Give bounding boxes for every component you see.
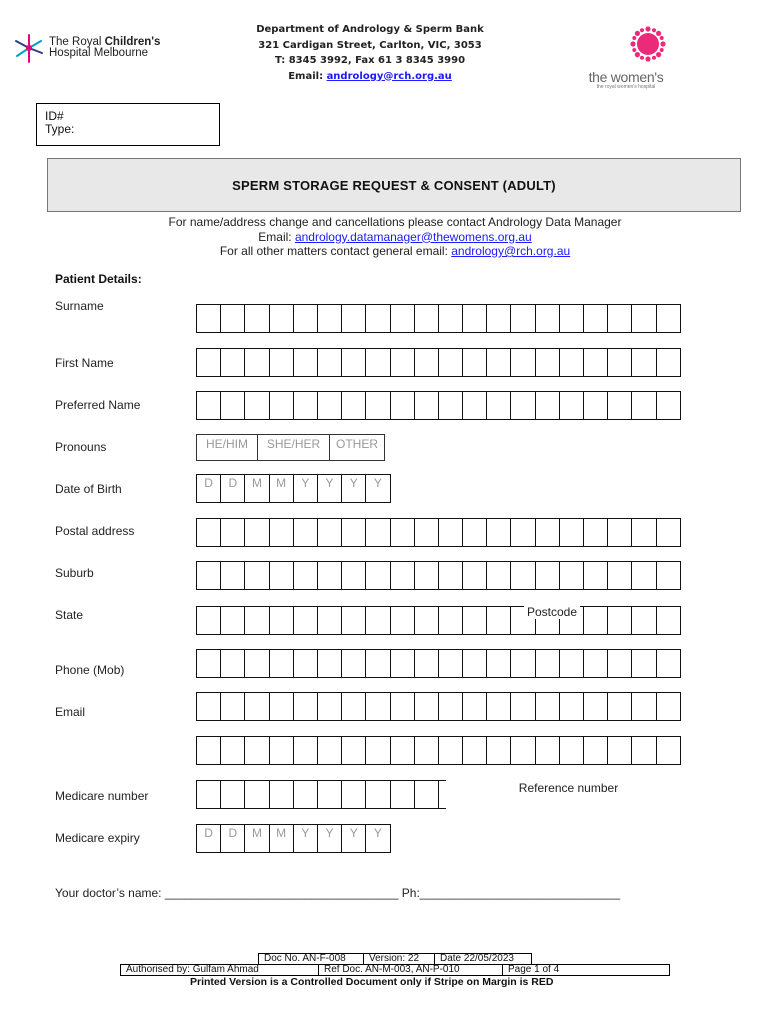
letter-box[interactable] [293, 606, 318, 635]
letter-box[interactable] [293, 561, 318, 590]
letter-box[interactable] [390, 518, 415, 547]
email-boxes-row-1[interactable] [196, 692, 680, 721]
letter-box[interactable] [510, 692, 535, 721]
letter-box[interactable] [244, 561, 269, 590]
letter-box[interactable] [486, 649, 511, 678]
womens-subtitle: the royal women's hospital [596, 84, 656, 90]
letter-box[interactable] [341, 518, 366, 547]
letter-box[interactable] [365, 780, 390, 809]
letter-box[interactable] [559, 518, 584, 547]
letter-box[interactable] [510, 736, 535, 765]
letter-box[interactable] [390, 692, 415, 721]
letter-box[interactable] [317, 518, 342, 547]
dob-boxes[interactable] [196, 474, 390, 503]
date-digit-box[interactable]: M [269, 824, 294, 853]
postal-address-boxes[interactable] [196, 518, 680, 547]
dob-label: Date of Birth [55, 482, 122, 496]
letter-box[interactable] [317, 391, 342, 420]
letter-box[interactable] [414, 606, 439, 635]
letter-box[interactable] [244, 736, 269, 765]
letter-box[interactable] [559, 304, 584, 333]
letter-box[interactable] [535, 391, 560, 420]
letter-box[interactable] [438, 518, 463, 547]
postcode-label: Postcode [524, 605, 580, 619]
letter-box[interactable] [220, 561, 245, 590]
letter-box[interactable] [390, 606, 415, 635]
preferred-name-boxes[interactable] [196, 391, 680, 420]
letter-box[interactable] [583, 561, 608, 590]
letter-box[interactable] [269, 606, 294, 635]
notice-line-1: For name/address change and cancellations please contact Andrology Data Manager [168, 215, 622, 229]
date-digit-box[interactable]: D [196, 824, 221, 853]
letter-box[interactable] [390, 649, 415, 678]
letter-box[interactable] [656, 649, 681, 678]
letter-box[interactable] [365, 606, 390, 635]
letter-box[interactable] [414, 736, 439, 765]
letter-box[interactable] [607, 391, 632, 420]
id-label: ID# [45, 109, 64, 123]
letter-box[interactable] [486, 518, 511, 547]
letter-box[interactable] [486, 606, 511, 635]
pronouns-label: Pronouns [55, 440, 107, 454]
womens-logo [584, 24, 668, 90]
letter-box[interactable] [462, 736, 487, 765]
letter-box[interactable] [438, 391, 463, 420]
letter-box[interactable] [269, 736, 294, 765]
datamanager-email-link[interactable]: andrology.datamanager@thewomens.org.au [294, 229, 532, 244]
letter-box[interactable] [196, 606, 221, 635]
date-digit-box[interactable]: Y [341, 474, 366, 503]
womens-wordmark: the women's [588, 69, 664, 85]
letter-box[interactable] [317, 736, 342, 765]
letter-box[interactable] [510, 561, 535, 590]
letter-box[interactable] [317, 304, 342, 333]
letter-box[interactable] [583, 518, 608, 547]
letter-box[interactable] [486, 391, 511, 420]
email-boxes-row-2[interactable] [196, 736, 680, 765]
letter-box[interactable] [365, 692, 390, 721]
letter-box[interactable] [656, 692, 681, 721]
letter-box[interactable] [559, 391, 584, 420]
letter-box[interactable] [220, 649, 245, 678]
department-address: 321 Cardigan Street, Carlton, VIC, 3053 [258, 39, 482, 51]
footer-page: Page 1 of 4 [502, 964, 670, 976]
letter-box[interactable] [341, 649, 366, 678]
letter-box[interactable] [293, 649, 318, 678]
date-digit-box[interactable]: Y [317, 824, 342, 853]
letter-box[interactable] [244, 649, 269, 678]
letter-box[interactable] [341, 692, 366, 721]
doctor-name-line[interactable]: Your doctor’s name: ___________________________________ Ph:______________________________ [55, 886, 620, 900]
letter-box[interactable] [486, 304, 511, 333]
letter-box[interactable] [462, 692, 487, 721]
suburb-label: Suburb [55, 566, 94, 580]
letter-box[interactable] [656, 561, 681, 590]
rch-star-icon [12, 32, 46, 64]
letter-box[interactable] [269, 561, 294, 590]
letter-box[interactable] [244, 348, 269, 377]
letter-box[interactable] [583, 348, 608, 377]
letter-box[interactable] [438, 736, 463, 765]
letter-box[interactable] [196, 561, 221, 590]
surname-boxes[interactable] [196, 304, 680, 333]
department-email-line: Email: andrology@rch.org.au [288, 70, 452, 82]
footer-authorised: Authorised by: Gulfam Ahmad [120, 964, 319, 976]
letter-box[interactable] [607, 561, 632, 590]
letter-box[interactable] [341, 348, 366, 377]
letter-box[interactable] [535, 649, 560, 678]
date-digit-box[interactable]: D [220, 824, 245, 853]
letter-box[interactable] [196, 348, 221, 377]
letter-box[interactable] [438, 348, 463, 377]
date-digit-box[interactable]: D [196, 474, 221, 503]
state-label: State [55, 608, 84, 622]
section-patient-details: Patient Details: [55, 272, 142, 286]
letter-box[interactable] [631, 736, 656, 765]
letter-box[interactable] [390, 391, 415, 420]
letter-box[interactable] [559, 692, 584, 721]
letter-box[interactable] [656, 606, 681, 635]
date-digit-box[interactable]: Y [317, 474, 342, 503]
department-header [230, 22, 510, 84]
womens-flower-icon [628, 24, 668, 64]
pronoun-option-he[interactable]: HE/HIM [196, 434, 258, 461]
letter-box[interactable] [486, 348, 511, 377]
letter-box[interactable] [510, 649, 535, 678]
letter-box[interactable] [414, 692, 439, 721]
letter-box[interactable] [317, 606, 342, 635]
footer-doc-no: Doc No. AN-F-008 [258, 953, 364, 965]
letter-box[interactable] [631, 518, 656, 547]
letter-box[interactable] [269, 304, 294, 333]
letter-box[interactable] [414, 649, 439, 678]
date-digit-box[interactable]: Y [293, 474, 318, 503]
letter-box[interactable] [583, 649, 608, 678]
letter-box[interactable] [317, 348, 342, 377]
letter-box[interactable] [220, 780, 245, 809]
letter-box[interactable] [196, 304, 221, 333]
letter-box[interactable] [607, 692, 632, 721]
letter-box[interactable] [244, 692, 269, 721]
letter-box[interactable] [438, 649, 463, 678]
date-digit-box[interactable]: D [220, 474, 245, 503]
general-email-link[interactable]: andrology@rch.org.au [451, 244, 571, 258]
notice-line-2: Email: andrology.datamanager@thewomens.org.au [258, 229, 532, 244]
letter-box[interactable] [220, 391, 245, 420]
controlled-document-note: Printed Version is a Controlled Document only if Stripe on Margin is RED [190, 976, 554, 988]
letter-box[interactable] [535, 304, 560, 333]
letter-box[interactable] [269, 692, 294, 721]
letter-box[interactable] [462, 518, 487, 547]
surname-label: Surname [55, 299, 104, 313]
letter-box[interactable] [196, 649, 221, 678]
letter-box[interactable] [559, 561, 584, 590]
phone-boxes[interactable] [196, 649, 680, 678]
letter-box[interactable] [486, 736, 511, 765]
letter-box[interactable] [390, 561, 415, 590]
letter-box[interactable] [438, 304, 463, 333]
letter-box[interactable] [365, 518, 390, 547]
letter-box[interactable] [414, 561, 439, 590]
letter-box[interactable] [269, 518, 294, 547]
letter-box[interactable] [414, 304, 439, 333]
letter-box[interactable] [559, 348, 584, 377]
letter-box[interactable] [535, 692, 560, 721]
letter-box[interactable] [365, 561, 390, 590]
letter-box[interactable] [293, 348, 318, 377]
letter-box[interactable] [486, 561, 511, 590]
letter-box[interactable] [462, 348, 487, 377]
state-boxes[interactable] [196, 606, 680, 635]
department-phone: T: 8345 3992, Fax 61 3 8345 3990 [274, 55, 466, 66]
letter-box[interactable] [510, 391, 535, 420]
letter-box[interactable] [510, 518, 535, 547]
id-type-box[interactable] [36, 103, 220, 146]
letter-box[interactable] [462, 391, 487, 420]
letter-box[interactable] [244, 518, 269, 547]
letter-box[interactable] [583, 304, 608, 333]
letter-box[interactable] [607, 649, 632, 678]
type-label: Type: [45, 122, 75, 136]
date-digit-box[interactable]: Y [365, 824, 390, 853]
medicare-number-label: Medicare number [55, 789, 149, 803]
letter-box[interactable] [583, 692, 608, 721]
letter-box[interactable] [196, 780, 221, 809]
letter-box[interactable] [414, 780, 439, 809]
letter-box[interactable] [535, 561, 560, 590]
pronoun-option-she[interactable]: SHE/HER [257, 434, 330, 461]
form-title: SPERM STORAGE REQUEST & CONSENT (ADULT) [47, 158, 741, 212]
letter-box[interactable] [341, 561, 366, 590]
letter-box[interactable] [220, 692, 245, 721]
date-digit-box[interactable]: Y [293, 824, 318, 853]
letter-box[interactable] [341, 780, 366, 809]
letter-box[interactable] [462, 561, 487, 590]
phone-label: Phone (Mob) [55, 663, 125, 677]
letter-box[interactable] [631, 348, 656, 377]
letter-box[interactable] [244, 391, 269, 420]
letter-box[interactable] [535, 348, 560, 377]
contact-notice [100, 215, 690, 259]
letter-box[interactable] [244, 304, 269, 333]
medicare-expiry-label: Medicare expiry [55, 831, 140, 845]
letter-box[interactable] [656, 736, 681, 765]
footer-date: Date 22/05/2023 [434, 953, 532, 965]
letter-box[interactable] [583, 606, 608, 635]
date-digit-box[interactable]: M [269, 474, 294, 503]
pronoun-options [196, 434, 384, 461]
suburb-boxes[interactable] [196, 561, 680, 590]
letter-box[interactable] [607, 304, 632, 333]
letter-box[interactable] [656, 348, 681, 377]
date-digit-box[interactable]: M [244, 474, 269, 503]
letter-box[interactable] [438, 606, 463, 635]
letter-box[interactable] [510, 304, 535, 333]
letter-box[interactable] [317, 692, 342, 721]
department-name: Department of Andrology & Sperm Bank [256, 24, 484, 35]
letter-box[interactable] [510, 348, 535, 377]
letter-box[interactable] [269, 780, 294, 809]
letter-box[interactable] [317, 780, 342, 809]
reference-number-label: Reference number [446, 780, 691, 809]
letter-box[interactable] [341, 736, 366, 765]
letter-box[interactable] [365, 304, 390, 333]
letter-box[interactable] [486, 692, 511, 721]
letter-box[interactable] [414, 391, 439, 420]
letter-box[interactable] [390, 780, 415, 809]
letter-box[interactable] [535, 736, 560, 765]
letter-box[interactable] [220, 304, 245, 333]
letter-box[interactable] [438, 692, 463, 721]
letter-box[interactable] [656, 304, 681, 333]
letter-box[interactable] [631, 304, 656, 333]
letter-box[interactable] [631, 692, 656, 721]
letter-box[interactable] [220, 736, 245, 765]
letter-box[interactable] [341, 304, 366, 333]
letter-box[interactable] [583, 736, 608, 765]
letter-box[interactable] [631, 391, 656, 420]
letter-box[interactable] [535, 518, 560, 547]
date-digit-box[interactable]: Y [365, 474, 390, 503]
letter-box[interactable] [607, 518, 632, 547]
letter-box[interactable] [462, 649, 487, 678]
letter-box[interactable] [414, 348, 439, 377]
letter-box[interactable] [317, 649, 342, 678]
letter-box[interactable] [293, 518, 318, 547]
letter-box[interactable] [269, 348, 294, 377]
footer-version: Version: 22 [363, 953, 435, 965]
pronoun-option-other[interactable]: OTHER [329, 434, 385, 461]
letter-box[interactable] [293, 736, 318, 765]
letter-box[interactable] [462, 606, 487, 635]
footer-ref-doc: Ref Doc. AN-M-003, AN-P-010 [318, 964, 503, 976]
letter-box[interactable] [390, 304, 415, 333]
notice-line-3: For all other matters contact general email: andrology@rch.org.au [219, 244, 571, 258]
postal-address-label: Postal address [55, 524, 135, 538]
letter-box[interactable] [365, 736, 390, 765]
letter-box[interactable] [365, 348, 390, 377]
rch-wordmark: The Royal Children's Hospital Melbourne [49, 36, 161, 59]
letter-box[interactable] [269, 649, 294, 678]
letter-box[interactable] [293, 391, 318, 420]
letter-box[interactable] [631, 606, 656, 635]
letter-box[interactable] [293, 780, 318, 809]
letter-box[interactable] [559, 649, 584, 678]
rch-logo [12, 32, 160, 64]
letter-box[interactable] [293, 304, 318, 333]
letter-box[interactable] [462, 304, 487, 333]
letter-box[interactable] [390, 736, 415, 765]
preferred-name-label: Preferred Name [55, 398, 141, 412]
letter-box[interactable] [341, 606, 366, 635]
letter-box[interactable] [196, 518, 221, 547]
letter-box[interactable] [414, 518, 439, 547]
letter-box[interactable] [607, 348, 632, 377]
letter-box[interactable] [631, 561, 656, 590]
letter-box[interactable] [220, 348, 245, 377]
letter-box[interactable] [244, 606, 269, 635]
letter-box[interactable] [196, 391, 221, 420]
department-email-link[interactable]: andrology@rch.org.au [326, 70, 452, 82]
letter-box[interactable] [656, 518, 681, 547]
letter-box[interactable] [656, 391, 681, 420]
letter-box[interactable] [293, 692, 318, 721]
letter-box[interactable] [269, 391, 294, 420]
letter-box[interactable] [341, 391, 366, 420]
letter-box[interactable] [220, 518, 245, 547]
letter-box[interactable] [196, 736, 221, 765]
letter-box[interactable] [196, 692, 221, 721]
letter-box[interactable] [390, 348, 415, 377]
letter-box[interactable] [607, 736, 632, 765]
date-digit-box[interactable]: M [244, 824, 269, 853]
medicare-expiry-boxes[interactable] [196, 824, 390, 853]
letter-box[interactable] [559, 736, 584, 765]
first-name-label: First Name [55, 356, 114, 370]
letter-box[interactable] [317, 561, 342, 590]
letter-box[interactable] [244, 780, 269, 809]
letter-box[interactable] [583, 391, 608, 420]
first-name-boxes[interactable] [196, 348, 680, 377]
letter-box[interactable] [220, 606, 245, 635]
date-digit-box[interactable]: Y [341, 824, 366, 853]
letter-box[interactable] [607, 606, 632, 635]
letter-box[interactable] [631, 649, 656, 678]
letter-box[interactable] [438, 561, 463, 590]
email-label: Email [55, 705, 86, 719]
letter-box[interactable] [365, 391, 390, 420]
letter-box[interactable] [365, 649, 390, 678]
